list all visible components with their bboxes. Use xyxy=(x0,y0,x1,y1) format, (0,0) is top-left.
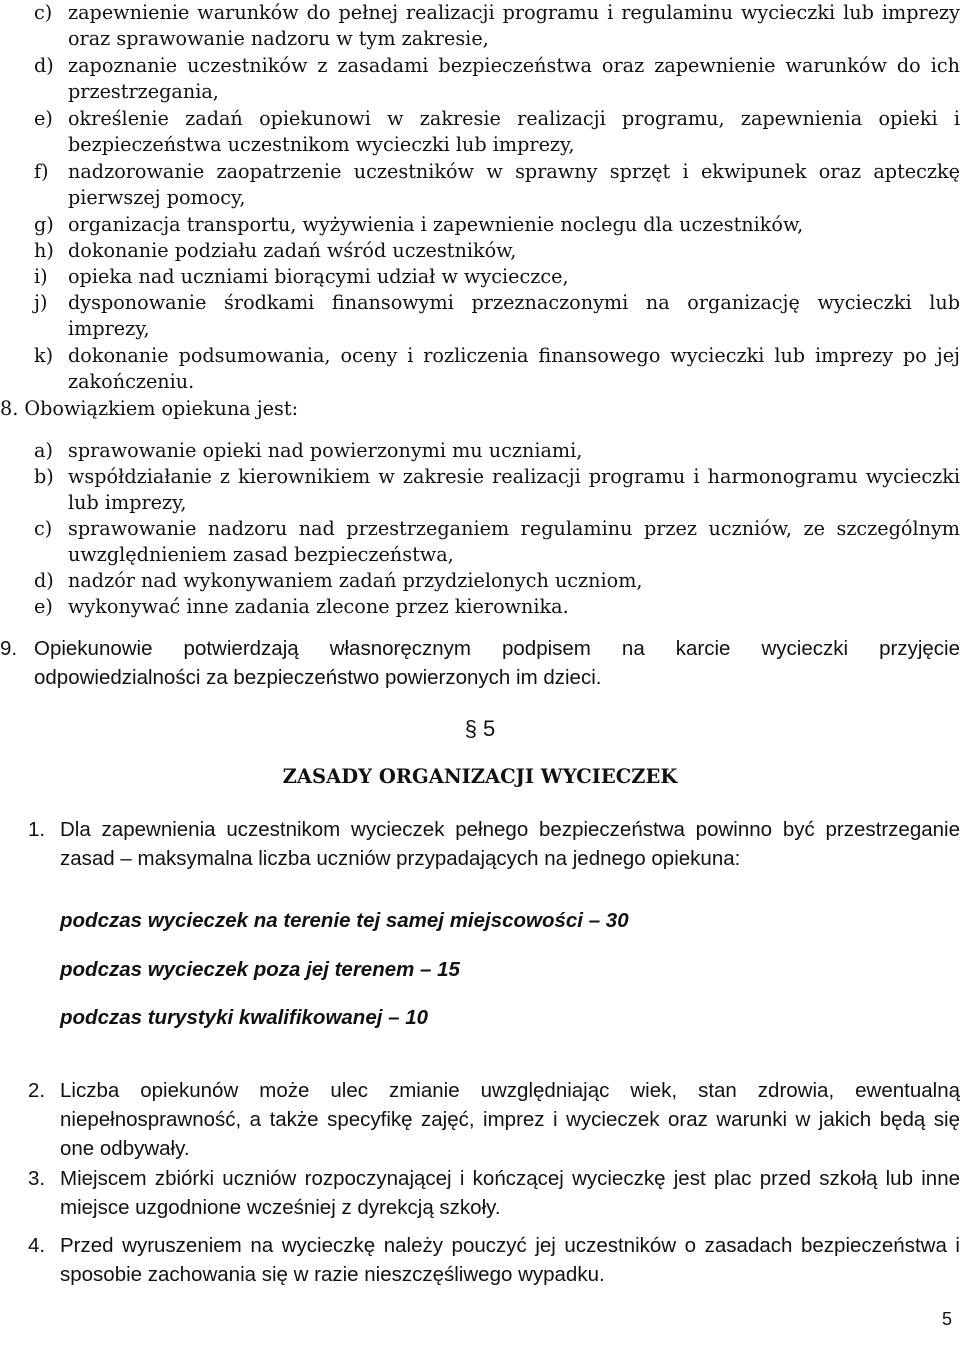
list-item xyxy=(34,290,960,343)
list-item-label: c) xyxy=(34,1,53,24)
list-item xyxy=(34,594,960,620)
list-item-text: zapewnienie warunków do pełnej realizacji programu i regulaminu wycieczki lub imprezy oraz sprawowanie nadzoru w tym zakresie, xyxy=(68,1,960,51)
list-item-text: sprawowanie nadzoru nad przestrzeganiem regulaminu przez uczniów, ze szczególnym uwzględnieniem zasad bezpieczeństwa, xyxy=(68,517,960,567)
list-item-label: h) xyxy=(34,239,54,262)
section-symbol: § 5 xyxy=(464,716,496,741)
point-number: 8. xyxy=(0,397,19,420)
rule-item xyxy=(28,1076,960,1163)
section-title: ZASADY ORGANIZACJI WYCIECZEK xyxy=(282,765,678,788)
list-item xyxy=(34,568,960,594)
list-item-label: d) xyxy=(34,54,54,77)
rule-text: Miejscem zbiórki uczniów rozpoczynającej i kończącej wycieczkę jest plac przed szkołą lub inne miejsce uzgodnione wcześniej z dyrekcją szkoły. xyxy=(60,1167,960,1219)
list-item-text: dokonanie podsumowania, oceny i rozliczenia finansowego wycieczki lub imprezy po jej zakończeniu. xyxy=(68,344,960,394)
list-item-text: zapoznanie uczestników z zasadami bezpieczeństwa oraz zapewnienie warunków do ich przestrzegania, xyxy=(68,54,960,104)
list-item-label: e) xyxy=(34,107,53,130)
list-item-text: wykonywać inne zadania zlecone przez kierownika. xyxy=(68,595,569,618)
list-item-text: dokonanie podziału zadań wśród uczestników, xyxy=(68,239,517,262)
rule-item xyxy=(28,1164,960,1222)
list-item xyxy=(34,159,960,212)
list-item-text: opieka nad uczniami biorącymi udział w wycieczce, xyxy=(68,265,569,288)
list-item-text: nadzorowanie zaopatrzenie uczestników w sprawny sprzęt i ekwipunek oraz apteczkę pierwszej pomocy, xyxy=(68,160,960,210)
list-item-label: f) xyxy=(34,160,49,183)
point-text: Obowiązkiem opiekuna jest: xyxy=(24,397,299,420)
list-item-label: b) xyxy=(34,465,54,488)
list-item-text: sprawowanie opieki nad powierzonymi mu uczniami, xyxy=(68,439,583,462)
list-item xyxy=(34,212,960,238)
list-item xyxy=(34,53,960,106)
list-item-text: określenie zadań opiekunowi w zakresie realizacji programu, zapewnienia opieki i bezpieczeństwa uczestnikom wycieczki lub imprezy, xyxy=(68,107,960,157)
list-item-text: organizacja transportu, wyżywienia i zapewnienie noclegu dla uczestników, xyxy=(68,213,804,236)
list-item xyxy=(34,464,960,517)
page-number: 5 xyxy=(941,1309,952,1329)
list-item-label: g) xyxy=(34,213,54,236)
list-item xyxy=(34,106,960,159)
list-item-label: c) xyxy=(34,517,53,540)
list-item xyxy=(34,516,960,569)
rule-item xyxy=(28,815,960,873)
list-item-label: k) xyxy=(34,344,54,367)
point-8-heading xyxy=(0,396,298,422)
rule-number: 3. xyxy=(28,1167,46,1190)
list-item xyxy=(34,343,960,396)
rule-number: 2. xyxy=(28,1079,46,1102)
point-text-line: odpowiedzialności za bezpieczeństwo powierzonych im dzieci. xyxy=(34,666,602,689)
list-item xyxy=(34,0,960,53)
rule-text: Przed wyruszeniem na wycieczkę należy pouczyć jej uczestników o zasadach bezpieczeństwa i sposobie zachowania się w razie nieszczęśliwego wypadku. xyxy=(60,1234,960,1286)
list-item-label: d) xyxy=(34,569,54,592)
rule-number: 4. xyxy=(28,1234,46,1257)
list-item xyxy=(34,438,960,464)
point-text-line: Opiekunowie potwierdzają własnoręcznym podpisem na karcie wycieczki przyjęcie xyxy=(34,637,960,660)
list-item-text: nadzór nad wykonywaniem zadań przydzielonych uczniom, xyxy=(68,569,643,592)
list-item-label: i) xyxy=(34,265,48,288)
point-9 xyxy=(0,634,960,692)
rule-text: Dla zapewnienia uczestnikom wycieczek pełnego bezpieczeństwa powinno być przestrzeganie zasad – maksymalna liczba uczniów przypadających na jednego opiekuna: xyxy=(60,818,960,870)
point-number: 9. xyxy=(0,637,18,660)
limit-line: podczas wycieczek poza jej terenem – 15 xyxy=(60,958,460,981)
limit-line: podczas turystyki kwalifikowanej – 10 xyxy=(60,1006,429,1029)
list-item-label: j) xyxy=(34,291,48,314)
rule-text: Liczba opiekunów może ulec zmianie uwzględniając wiek, stan zdrowia, ewentualną niepełnosprawność, a także specyfikę zajęć, imprez i wycieczek oraz warunki w jakich będą się one odbywały. xyxy=(60,1079,960,1160)
list-item xyxy=(34,264,960,290)
rule-number: 1. xyxy=(28,818,46,841)
list-item-text: dysponowanie środkami finansowymi przeznaczonymi na organizację wycieczki lub imprezy, xyxy=(68,291,960,341)
list-item-text: współdziałanie z kierownikiem w zakresie realizacji programu i harmonogramu wycieczki lub imprezy, xyxy=(68,465,960,515)
list-item xyxy=(34,238,960,264)
rule-item xyxy=(28,1231,960,1289)
list-item-label: a) xyxy=(34,439,53,462)
limit-line: podczas wycieczek na terenie tej samej miejscowości – 30 xyxy=(60,909,629,932)
list-item-label: e) xyxy=(34,595,53,618)
